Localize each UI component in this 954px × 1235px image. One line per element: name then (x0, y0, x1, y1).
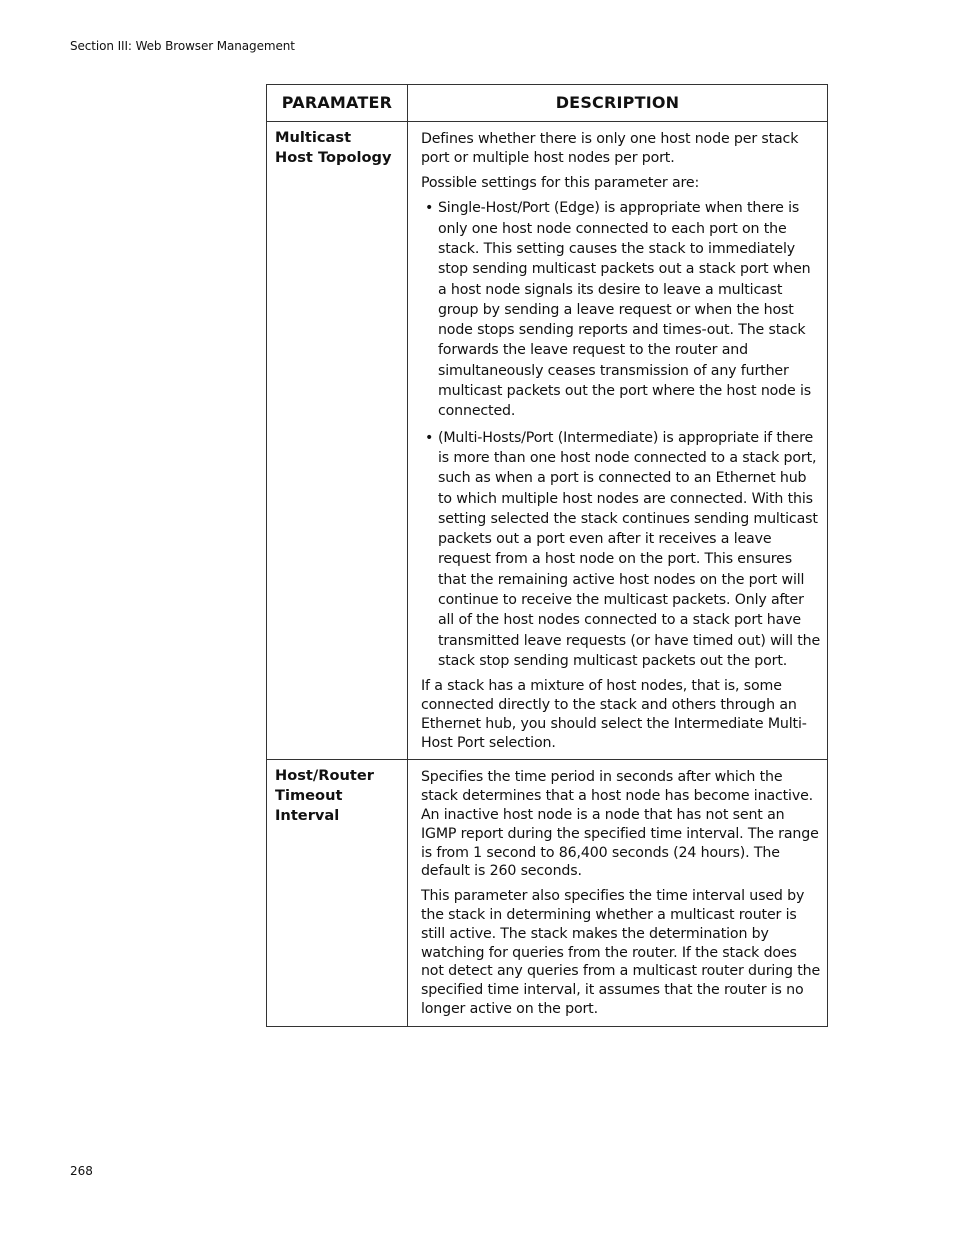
table-row (267, 122, 828, 760)
column-header-parameter: PARAMATER (267, 85, 408, 122)
parameter-table (266, 84, 828, 1027)
list-item: • (Multi-Hosts/Port (Intermediate) is appropriate if there is more than one host node connected to a stack port, such as when a port is connected to an Ethernet hub to which multiple host nodes are connected. With this setting selected the stack continues sending multicast packets out a port even after it receives a leave request from a host node on the port. This ensures that the remaining active host nodes on the port will continue to receive the multicast packets. Only after all of the host nodes connected to a stack port have transmitted leave requests (or have timed out) will the stack stop sending multicast packets out the port. (421, 428, 822, 672)
description-paragraph: Defines whether there is only one host node per stack port or multiple host nodes per port. (420, 131, 799, 166)
parameter-name-text: Host/Router Timeout Interval (275, 767, 374, 825)
parameter-description (407, 122, 827, 760)
description-paragraph: This parameter also specifies the time interval used by the stack in determining whether a multicast router is still active. The stack makes the determination by watching for queries from the router. If the stack does not detect any queries from a multicast router during the specified time interval, it assumes that the router is no longer active on the port. (420, 888, 821, 1017)
list-item: • Single-Host/Port (Edge) is appropriate when there is only one host node connected to each port on the stack. This setting causes the stack to immediately stop sending multicast packets out a stack port when a host node signals its desire to leave a multicast group by sending a leave request or when the host node stops sending reports and times-out. The stack forwards the leave request to the router and simultaneously ceases transmission of any further multicast packets out the port where the host node is connected. (421, 198, 822, 421)
table-row (267, 760, 828, 1026)
settings-list (421, 198, 822, 671)
description-paragraph: Specifies the time period in seconds after which the stack determines that a host node has become inactive. An inactive host node is a node that has not sent an IGMP report during the specified time interval. The range is from 1 second to 86,400 seconds (24 hours). The default is 260 seconds. (420, 769, 819, 880)
description-paragraph: If a stack has a mixture of host nodes, that is, some connected directly to the stack and others through an Ethernet hub, you should select the Intermediate Multi-Host Port selection. (420, 678, 807, 751)
parameter-name (267, 122, 408, 760)
table-header-row (267, 85, 828, 122)
description-paragraph: Possible settings for this parameter are: (420, 174, 700, 191)
running-header: Section III: Web Browser Management (70, 39, 295, 53)
parameter-name (267, 760, 408, 1026)
parameter-description (407, 760, 827, 1026)
parameter-name-text: Multicast Host Topology (275, 129, 392, 166)
page-number: 268 (70, 1164, 93, 1178)
column-header-description: DESCRIPTION (407, 85, 827, 122)
